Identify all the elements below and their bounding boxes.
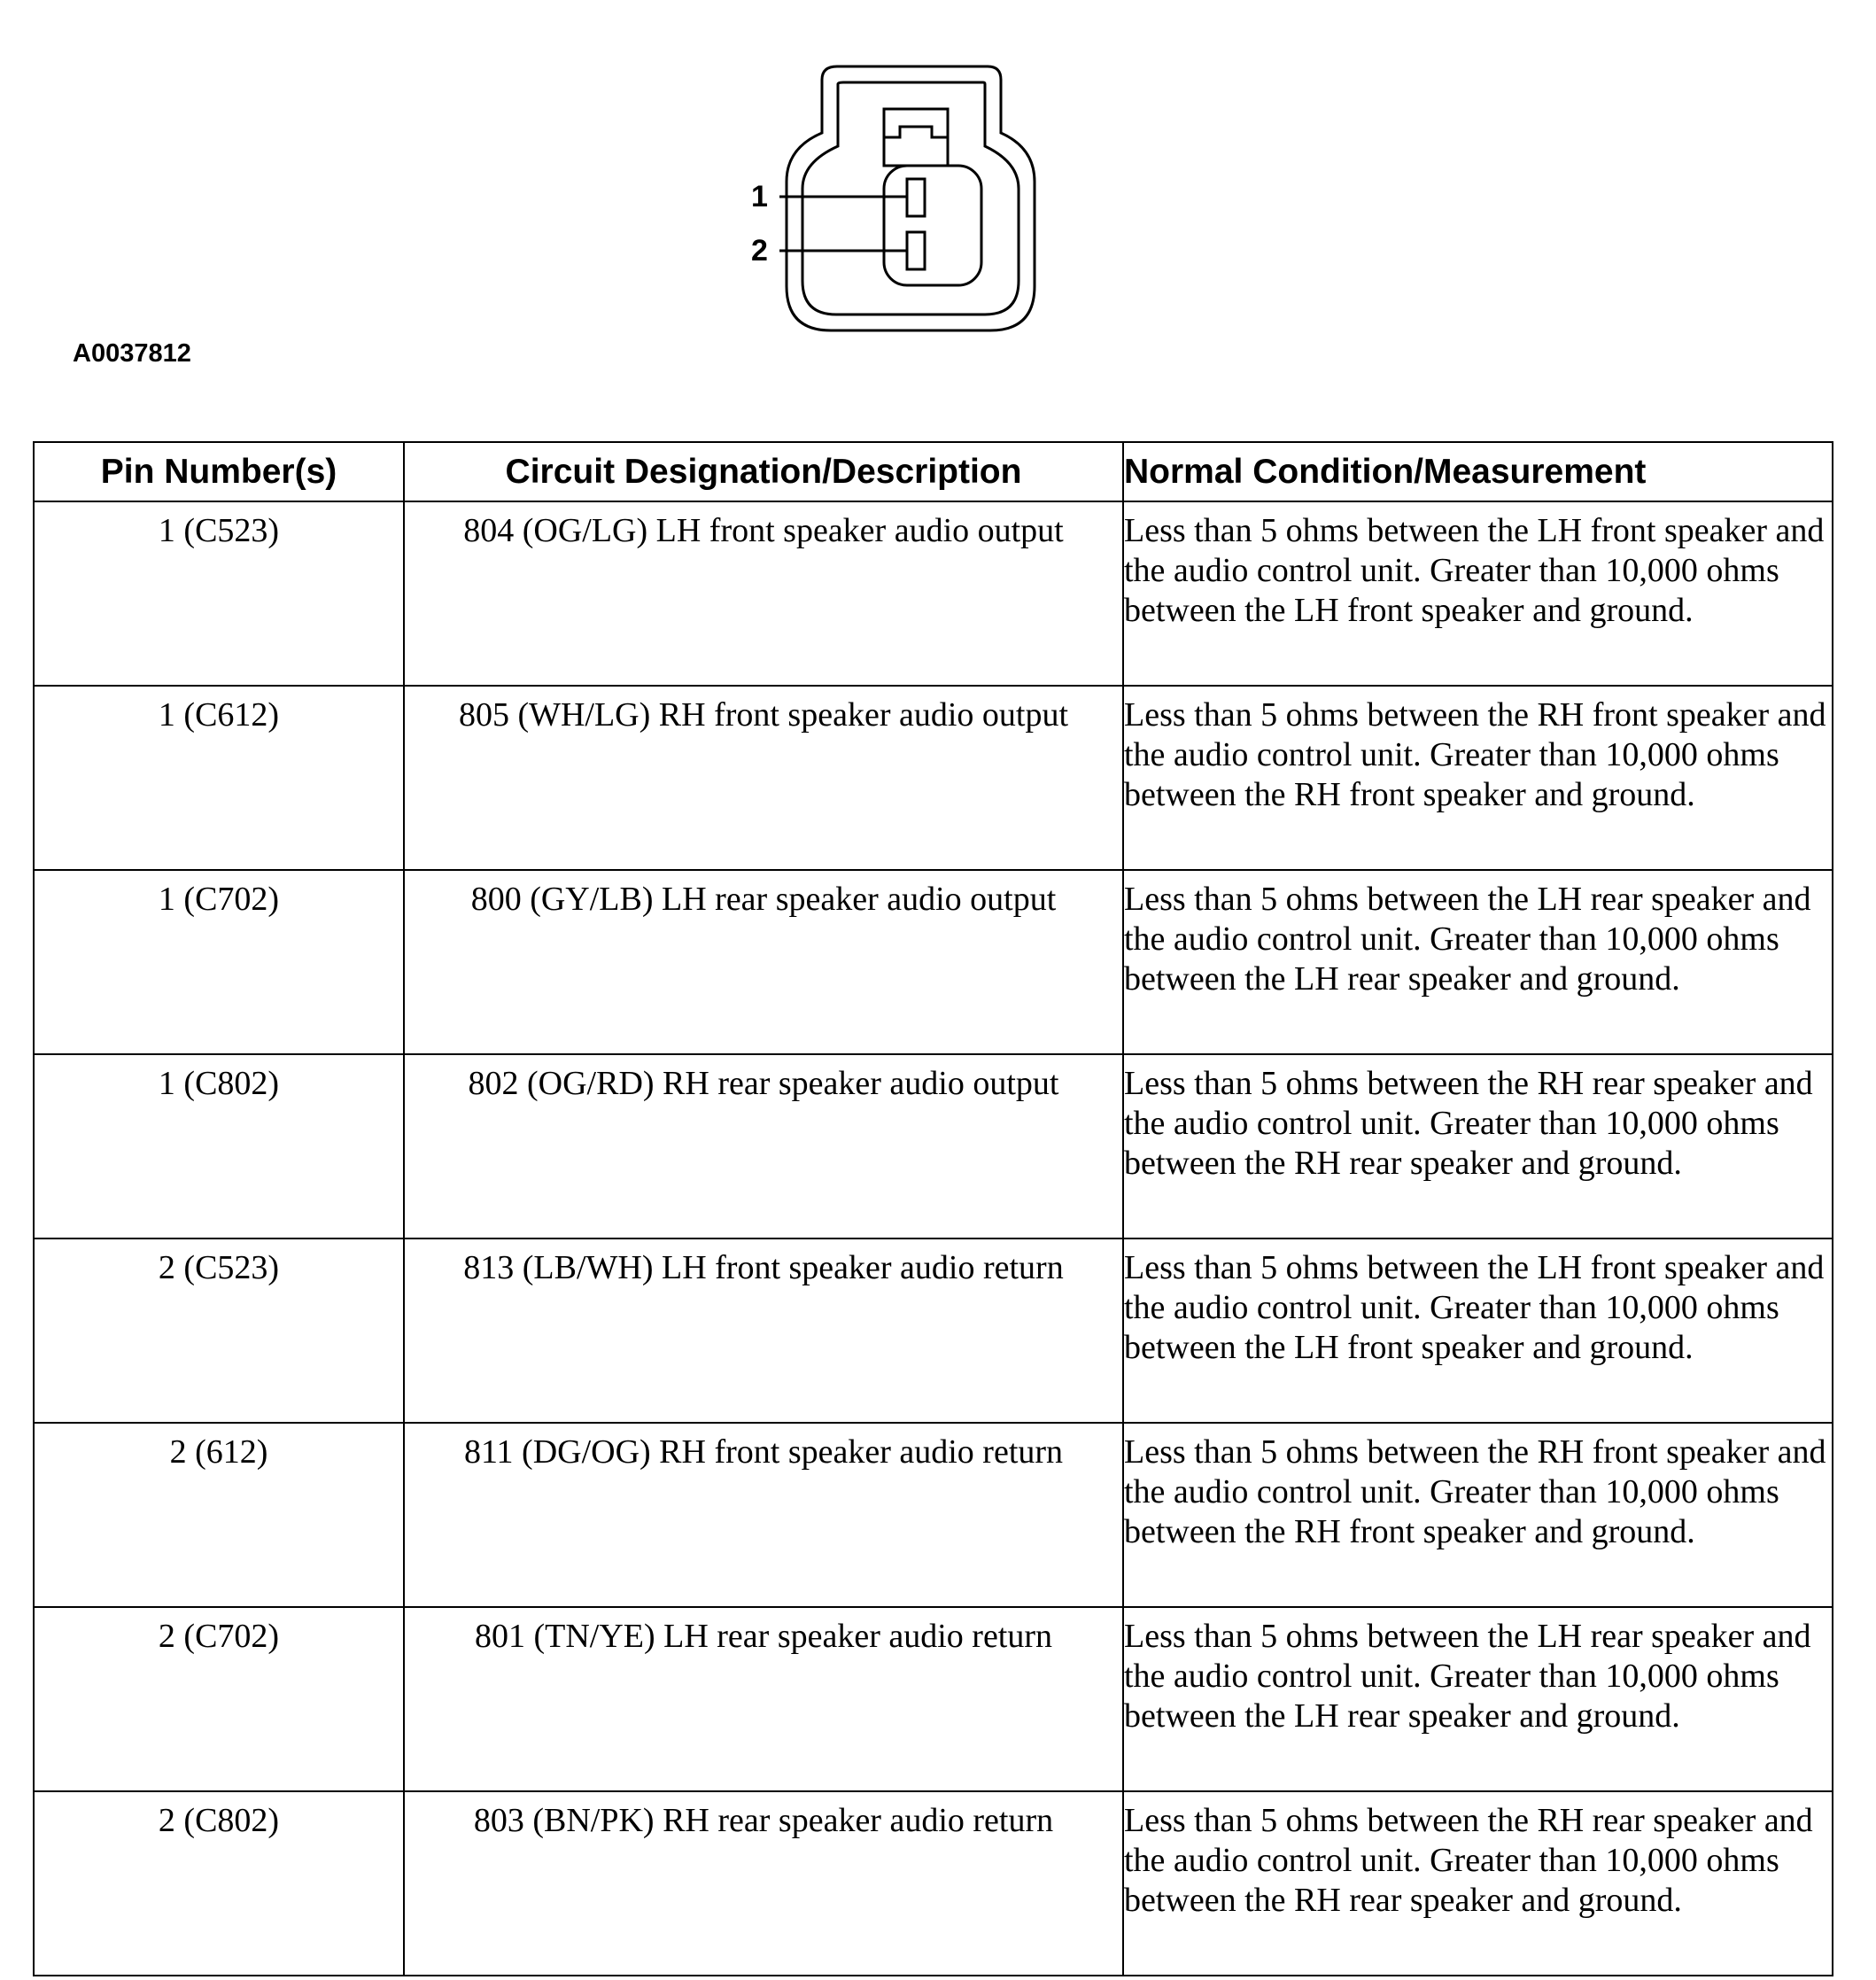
connector-face-drawing: [726, 49, 1054, 350]
header-normal-condition: Normal Condition/Measurement: [1123, 442, 1833, 501]
circuit-cell: 813 (LB/WH) LH front speaker audio return: [404, 1238, 1123, 1423]
connector-housing-inner: [802, 82, 1019, 314]
table-row: [34, 1791, 1833, 1976]
condition-cell: Less than 5 ohms between the LH front speaker and the audio control unit. Greater than 10,000 ohms between the LH front speaker and ground.: [1123, 1238, 1833, 1423]
condition-cell: Less than 5 ohms between the LH rear speaker and the audio control unit. Greater than 10,000 ohms between the LH rear speaker and ground.: [1123, 1607, 1833, 1791]
circuit-cell: 805 (WH/LG) RH front speaker audio output: [404, 686, 1123, 870]
circuit-cell: 800 (GY/LB) LH rear speaker audio output: [404, 870, 1123, 1054]
condition-cell: Less than 5 ohms between the RH rear speaker and the audio control unit. Greater than 10,000 ohms between the RH rear speaker and ground.: [1123, 1054, 1833, 1238]
pin-2-terminal: [907, 232, 925, 269]
connector-housing-outer: [787, 66, 1035, 330]
condition-cell: Less than 5 ohms between the RH front speaker and the audio control unit. Greater than 10,000 ohms between the RH front speaker and ground.: [1123, 1423, 1833, 1607]
table-row: [34, 1423, 1833, 1607]
condition-cell: Less than 5 ohms between the LH rear speaker and the audio control unit. Greater than 10,000 ohms between the LH rear speaker and ground.: [1123, 870, 1833, 1054]
circuit-cell: 804 (OG/LG) LH front speaker audio output: [404, 501, 1123, 686]
circuit-cell: 811 (DG/OG) RH front speaker audio return: [404, 1423, 1123, 1607]
pin-cell: 1 (C523): [34, 501, 404, 686]
pin-cell: 2 (C702): [34, 1607, 404, 1791]
pin-cell: 2 (C802): [34, 1791, 404, 1976]
pin-cell: 1 (C612): [34, 686, 404, 870]
circuit-cell: 801 (TN/YE) LH rear speaker audio return: [404, 1607, 1123, 1791]
table-row: [34, 1054, 1833, 1238]
header-circuit-description: Circuit Designation/Description: [404, 442, 1123, 501]
condition-cell: Less than 5 ohms between the RH front speaker and the audio control unit. Greater than 10,000 ohms between the RH front speaker and ground.: [1123, 686, 1833, 870]
pin-cell: 1 (C702): [34, 870, 404, 1054]
pinout-table: [33, 441, 1833, 1976]
table-header-row: [34, 442, 1833, 501]
pin-cell: 2 (C523): [34, 1238, 404, 1423]
pin-1-terminal: [907, 179, 925, 216]
pin-1-label: 1: [751, 180, 768, 214]
pin-cell: 1 (C802): [34, 1054, 404, 1238]
condition-cell: Less than 5 ohms between the LH front speaker and the audio control unit. Greater than 10,000 ohms between the LH front speaker and ground.: [1123, 501, 1833, 686]
table-row: [34, 870, 1833, 1054]
table-row: [34, 1607, 1833, 1791]
condition-cell: Less than 5 ohms between the RH rear speaker and the audio control unit. Greater than 10,000 ohms between the RH rear speaker and ground.: [1123, 1791, 1833, 1976]
table-row: [34, 501, 1833, 686]
circuit-cell: 803 (BN/PK) RH rear speaker audio return: [404, 1791, 1123, 1976]
circuit-cell: 802 (OG/RD) RH rear speaker audio output: [404, 1054, 1123, 1238]
table-row: [34, 686, 1833, 870]
table-row: [34, 1238, 1833, 1423]
figure-id: A0037812: [73, 339, 191, 368]
pin-2-label: 2: [751, 234, 768, 268]
connector-diagram: [726, 49, 1054, 350]
pin-cell: 2 (612): [34, 1423, 404, 1607]
terminal-cavity: [884, 166, 981, 285]
header-pin-numbers: Pin Number(s): [34, 442, 404, 501]
